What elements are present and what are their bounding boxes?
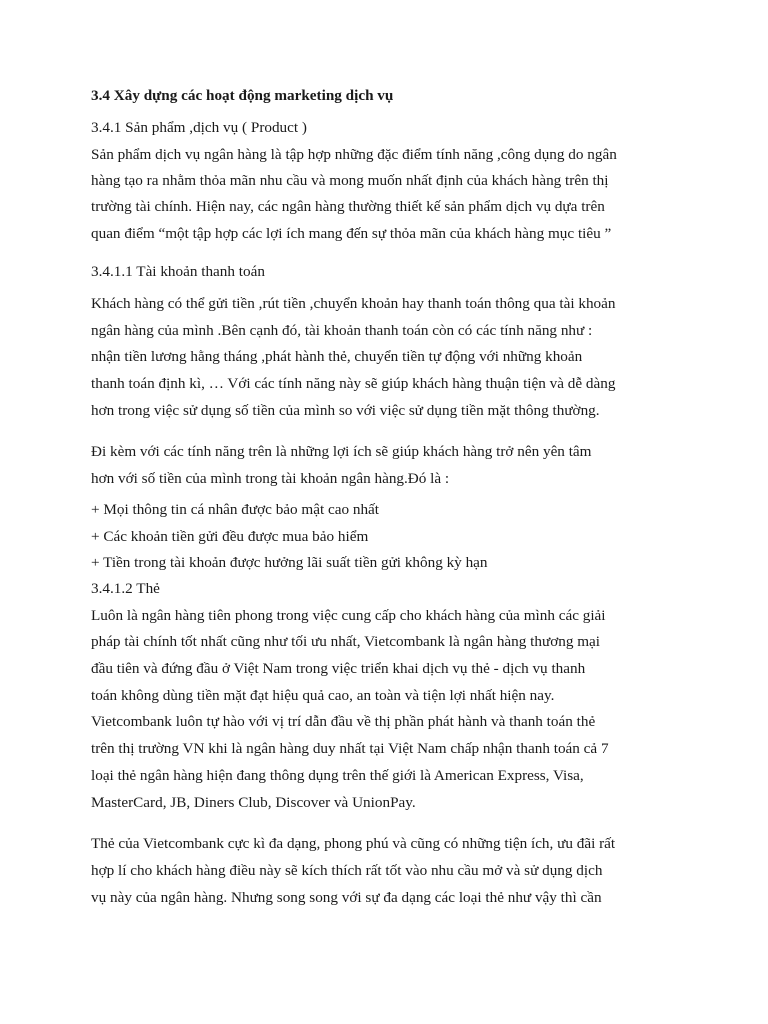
benefit-item: + Mọi thông tin cá nhân được bảo mật cao nhất — [91, 501, 380, 518]
product-paragraph-line: trường tài chính. Hiện nay, các ngân hàng thường thiết kế sản phẩm dịch vụ dựa trên — [91, 198, 605, 215]
product-section-title: 3.4.1 Sản phẩm ,dịch vụ ( Product ) — [91, 119, 307, 136]
product-paragraph-line: quan điểm “một tập hợp các lợi ích mang đến sự thỏa mãn của khách hàng mục tiêu ” — [91, 225, 612, 242]
card-paragraph-line: pháp tài chính tốt nhất cũng như tối ưu nhất, Vietcombank là ngân hàng thương mại — [91, 633, 600, 650]
product-paragraph-line: Sản phẩm dịch vụ ngân hàng là tập hợp những đặc điểm tính năng ,công dụng do ngân — [91, 146, 617, 163]
benefits-intro-line: Đi kèm với các tính năng trên là những lợi ích sẽ giúp khách hàng trở nên yên tâm — [91, 443, 592, 460]
account-paragraph-line: thanh toán định kì, … Với các tính năng này sẽ giúp khách hàng thuận tiện và dễ dàng — [91, 375, 616, 392]
benefit-item: + Tiền trong tài khoản được hưởng lãi suất tiền gửi không kỳ hạn — [91, 554, 488, 571]
benefit-item: + Các khoản tiền gửi đều được mua bảo hiểm — [91, 528, 369, 545]
account-paragraph-line: hơn trong việc sử dụng số tiền của mình so với việc sử dụng tiền mặt thông thường. — [91, 402, 600, 419]
card-paragraph-line: đầu tiên và đứng đầu ở Việt Nam trong việc triển khai dịch vụ thẻ - dịch vụ thanh — [91, 660, 586, 677]
card-paragraph-line: MasterCard, JB, Diners Club, Discover và UnionPay. — [91, 794, 416, 811]
account-paragraph-line: nhận tiền lương hằng tháng ,phát hành thẻ, chuyển tiền tự động với những khoản — [91, 348, 583, 365]
card-paragraph-2-line: vụ này của ngân hàng. Nhưng song song với sự đa dạng các loại thẻ như vậy thì cần — [91, 889, 602, 906]
account-paragraph-line: Khách hàng có thể gửi tiền ,rút tiền ,chuyển khoản hay thanh toán thông qua tài khoản — [91, 295, 616, 312]
card-paragraph-line: trên thị trường VN khi là ngân hàng duy nhất tại Việt Nam chấp nhận thanh toán cả 7 — [91, 740, 609, 757]
card-paragraph-2-line: Thẻ của Vietcombank cực kì đa dạng, phong phú và cũng có những tiện ích, ưu đãi rất — [91, 835, 616, 852]
card-paragraph-line: Vietcombank luôn tự hào với vị trí dẫn đầu về thị phần phát hành và thanh toán thẻ — [91, 713, 596, 730]
card-section-title: 3.4.1.2 Thẻ — [91, 580, 160, 597]
card-paragraph-line: Luôn là ngân hàng tiên phong trong việc cung cấp cho khách hàng của mình các giải — [91, 607, 606, 624]
card-paragraph-line: toán không dùng tiền mặt đạt hiệu quả cao, an toàn và tiện lợi nhất hiện nay. — [91, 687, 555, 704]
section-heading: 3.4 Xây dựng các hoạt động marketing dịch vụ — [91, 87, 394, 104]
account-section-title: 3.4.1.1 Tài khoản thanh toán — [91, 263, 265, 280]
benefits-intro-line: hơn với số tiền của mình trong tài khoản ngân hàng.Đó là : — [91, 470, 450, 487]
card-paragraph-line: loại thẻ ngân hàng hiện đang thông dụng trên thế giới là American Express, Visa, — [91, 767, 584, 784]
product-paragraph-line: hàng tạo ra nhằm thỏa mãn nhu cầu và mong muốn nhất định của khách hàng trên thị — [91, 172, 609, 189]
card-paragraph-2-line: hợp lí cho khách hàng điều này sẽ kích thích rất tốt vào nhu cầu mở và sử dụng dịch — [91, 862, 603, 879]
account-paragraph-line: ngân hàng của mình .Bên cạnh đó, tài khoản thanh toán còn có các tính năng như : — [91, 322, 593, 339]
